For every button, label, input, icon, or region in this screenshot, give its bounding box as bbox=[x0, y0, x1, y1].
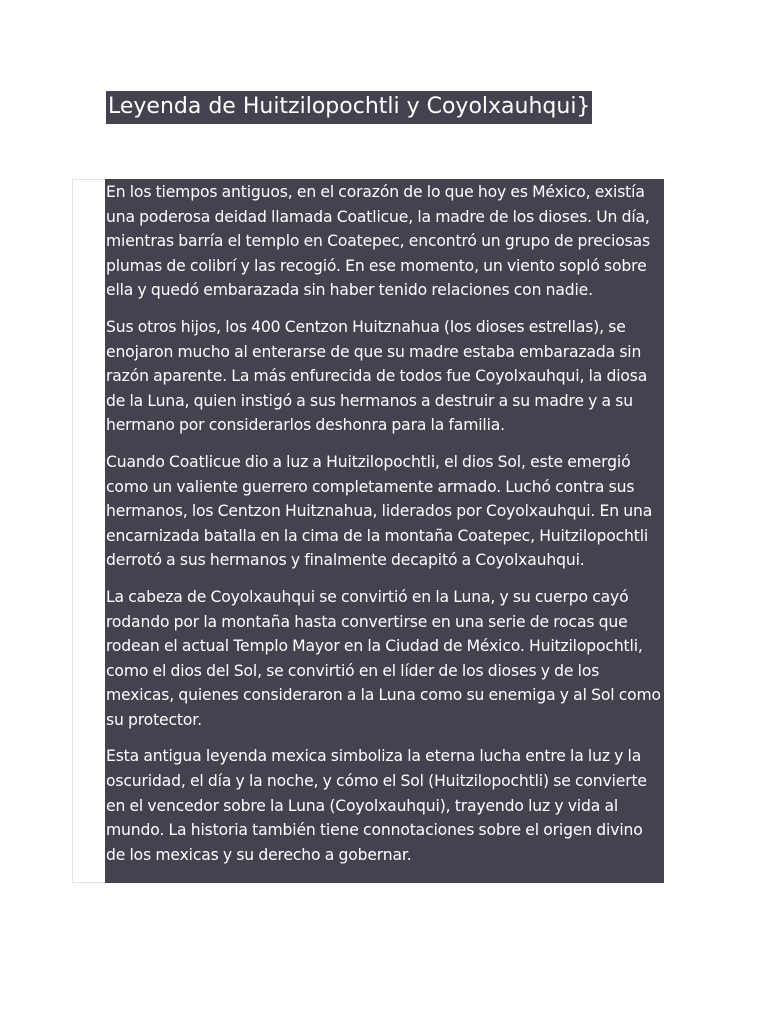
document-title: Leyenda de Huitzilopochtli y Coyolxauhqui} bbox=[106, 91, 592, 124]
paragraph-battle: Cuando Coatlicue dio a luz a Huitzilopochtli, el dios Sol, este emergió como un valiente guerrero completamente armado. Luchó contra sus hermanos, los Centzon Huitznahua, liderados por Coyolxauhqui. En una encarnizada batalla en la cima de la montaña Coatepec, Huitzilopochtli derrotó a sus hermanos y finalmente decapitó a Coyolxauhqui. bbox=[106, 452, 653, 570]
paragraph-moon-sun: La cabeza de Coyolxauhqui se convirtió en la Luna, y su cuerpo cayó rodando por la montaña hasta convertirse en una serie de rocas que rodean el actual Templo Mayor en la Ciudad de México. Huitzilopochtli, como el dios del Sol, se convirtió en el líder de los dioses y de los mexicas, quienes consideraron a la Luna como su enemiga y al Sol como su protector. bbox=[106, 587, 661, 729]
table-gutter-cell bbox=[72, 179, 105, 883]
document-body bbox=[105, 179, 664, 883]
paragraph-siblings-anger: Sus otros hijos, los 400 Centzon Huitznahua (los dioses estrellas), se enojaron mucho al enterarse de que su madre estaba embarazada sin razón aparente. La más enfurecida de todos fue Coyolxauhqui, la diosa de la Luna, quien instigó a sus hermanos a destruir a su madre y a su hermano por considerarlos deshonra para la familia. bbox=[106, 317, 648, 435]
paragraph-symbolism: Esta antigua leyenda mexica simboliza la eterna lucha entre la luz y la oscuridad, el día y la noche, y cómo el Sol (Huitzilopochtli) se convierte en el vencedor sobre la Luna (Coyolxauhqui), trayendo luz y vida al mundo. La historia también tiene connotaciones sobre el origen divino de los mexicas y su derecho a gobernar. bbox=[106, 747, 647, 864]
paragraph-origin: En los tiempos antiguos, en el corazón de lo que hoy es México, existía una poderosa deidad llamada Coatlicue, la madre de los dioses. Un día, mientras barría el templo en Coatepec, encontró un grupo de preciosas plumas de colibrí y las recogió. En ese momento, un viento sopló sobre ella y quedó embarazada sin haber tenido relaciones con nadie. bbox=[106, 183, 650, 300]
